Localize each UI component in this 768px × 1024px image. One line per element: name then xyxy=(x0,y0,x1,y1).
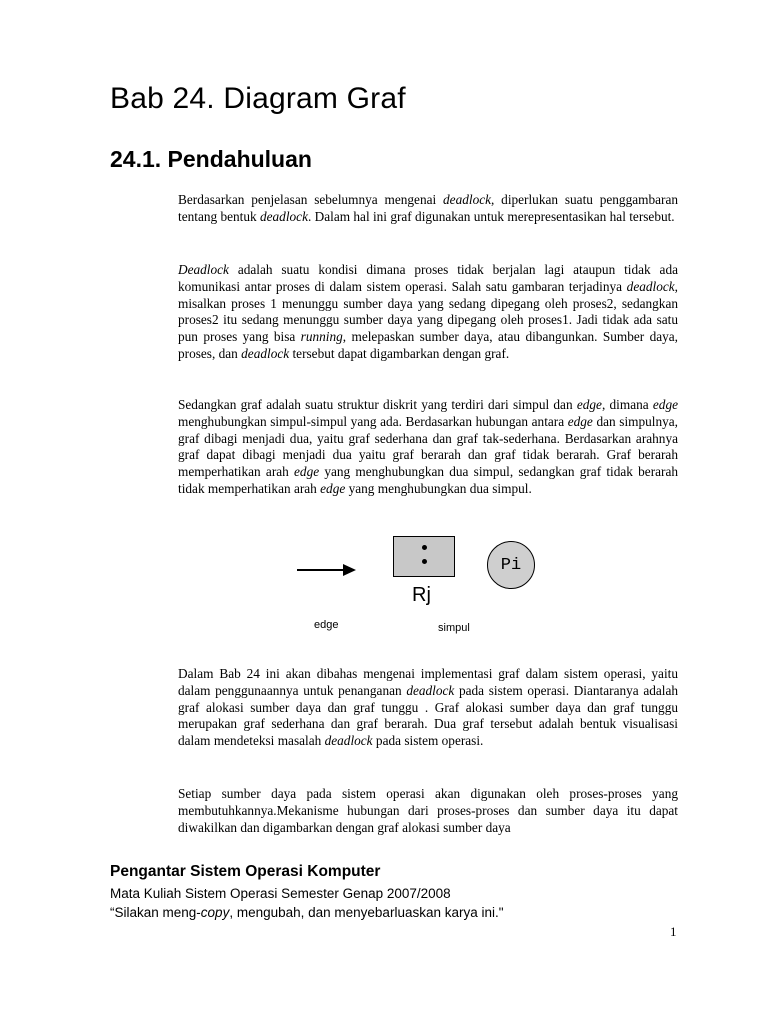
resource-node xyxy=(393,536,455,577)
paragraph-intro xyxy=(178,192,678,226)
text-run: edge xyxy=(576,397,602,412)
paragraph-sumber-daya xyxy=(178,786,678,836)
text-run: edge xyxy=(567,413,593,429)
process-node: Pi xyxy=(487,541,535,589)
edge-arrow-head xyxy=(343,564,356,576)
text-run: Setiap sumber daya pada sistem operasi akan digunakan oleh proses-proses yang membutuhkannya.Mekanisme hubungan dari proses-proses dan sumber daya itu dapat diwakilkan dan digambarkan dengan graf alokasi sumber daya xyxy=(178,786,678,835)
text-run: Sedangkan graf adalah suatu struktur diskrit yang terdiri dari simpul dan xyxy=(178,397,577,412)
simpul-label: simpul xyxy=(438,622,470,634)
license-prefix: “Silakan meng- xyxy=(110,905,201,920)
text-run: edge xyxy=(320,480,346,496)
text-run: deadlock xyxy=(241,345,290,361)
text-run: tersebut dapat digambarkan dengan graf. xyxy=(289,345,510,361)
text-run: deadlock xyxy=(324,733,373,749)
text-run: yang menghubungkan dua simpul. xyxy=(345,480,532,496)
paragraph-deadlock xyxy=(178,262,678,363)
footer-license-line xyxy=(110,905,504,920)
text-run: , melepaskan sumber daya, atau dibangunkan. Sumber daya, proses, dan xyxy=(178,329,678,361)
text-run: adalah suatu kondisi dimana proses tidak berjalan lagi ataupun tidak ada komunikasi antar proses di dalam sistem operasi. Salah satu gambaran terjadinya xyxy=(178,262,678,294)
text-run: , dimana xyxy=(601,397,653,412)
edge-label: edge xyxy=(314,619,339,631)
text-run: yang menghubungkan dua simpul, sedangkan graf tidak berarah tidak memperhatikan arah xyxy=(178,464,678,496)
resource-label: Rj xyxy=(412,584,431,606)
text-run: deadlock xyxy=(626,278,675,294)
page-number: 1 xyxy=(670,924,677,939)
paragraph-graf xyxy=(178,397,678,498)
text-run: deadlock xyxy=(406,682,455,698)
text-run: menghubungkan simpul-simpul yang ada. Berdasarkan hubungan antara xyxy=(178,413,568,429)
text-run: deadlock xyxy=(259,208,308,224)
license-suffix: , mengubah, dan menyebarluaskan karya ini." xyxy=(229,905,504,920)
section-title: 24.1. Pendahuluan xyxy=(110,146,312,172)
text-run: pada sistem operasi. Diantaranya adalah graf alokasi sumber daya dan graf tunggu . Graf alokasi sumber daya dan graf tunggu merupakan graf sederhana dan graf berarah. Dua graf tersebut adalah bentuk visualisasi dalam mendeteksi masalah xyxy=(178,682,679,749)
paragraph-bab24 xyxy=(178,666,678,750)
graph-notation-figure xyxy=(285,526,545,641)
text-run: Deadlock xyxy=(178,262,229,277)
text-run: Berdasarkan penjelasan sebelumnya mengenai xyxy=(178,192,444,207)
text-run: . Dalam hal ini graf digunakan untuk merepresentasikan hal tersebut. xyxy=(307,208,675,224)
chapter-title: Bab 24. Diagram Graf xyxy=(110,82,406,115)
footer-course-line: Mata Kuliah Sistem Operasi Semester Genap 2007/2008 xyxy=(110,886,451,901)
text-run: edge xyxy=(294,464,320,480)
text-run: deadlock xyxy=(443,192,492,207)
text-run: Dalam Bab 24 ini akan dibahas mengenai implementasi graf dalam sistem operasi, yaitu dalam penggunaannya untuk penanganan xyxy=(178,666,678,698)
text-run: pada sistem operasi. xyxy=(372,733,484,749)
text-run: , diperlukan suatu penggambaran tentang bentuk xyxy=(178,192,678,224)
resource-instance-dot xyxy=(422,559,427,564)
text-run: , misalkan proses 1 menunggu sumber daya yang sedang dipegang oleh proses2, sedangkan proses2 itu sedang menunggu sumber daya yang dipegang oleh proses1. Jadi tidak ada satu pun proses yang bisa xyxy=(178,278,678,345)
text-run: edge xyxy=(652,397,678,412)
license-italic: copy xyxy=(200,905,230,920)
resource-instance-dot xyxy=(422,545,427,550)
footer-book-title: Pengantar Sistem Operasi Komputer xyxy=(110,863,381,880)
text-run: running xyxy=(300,329,343,345)
text-run: dan simpulnya, graf dibagi menjadi dua, yaitu graf sederhana dan graf tak-sederhana. Berdasarkan arahnya graf dapat dibagi menjadi dua yaitu graf berarah dan graf tidak berarah. Graf berarah memperhatikan arah xyxy=(178,413,678,480)
